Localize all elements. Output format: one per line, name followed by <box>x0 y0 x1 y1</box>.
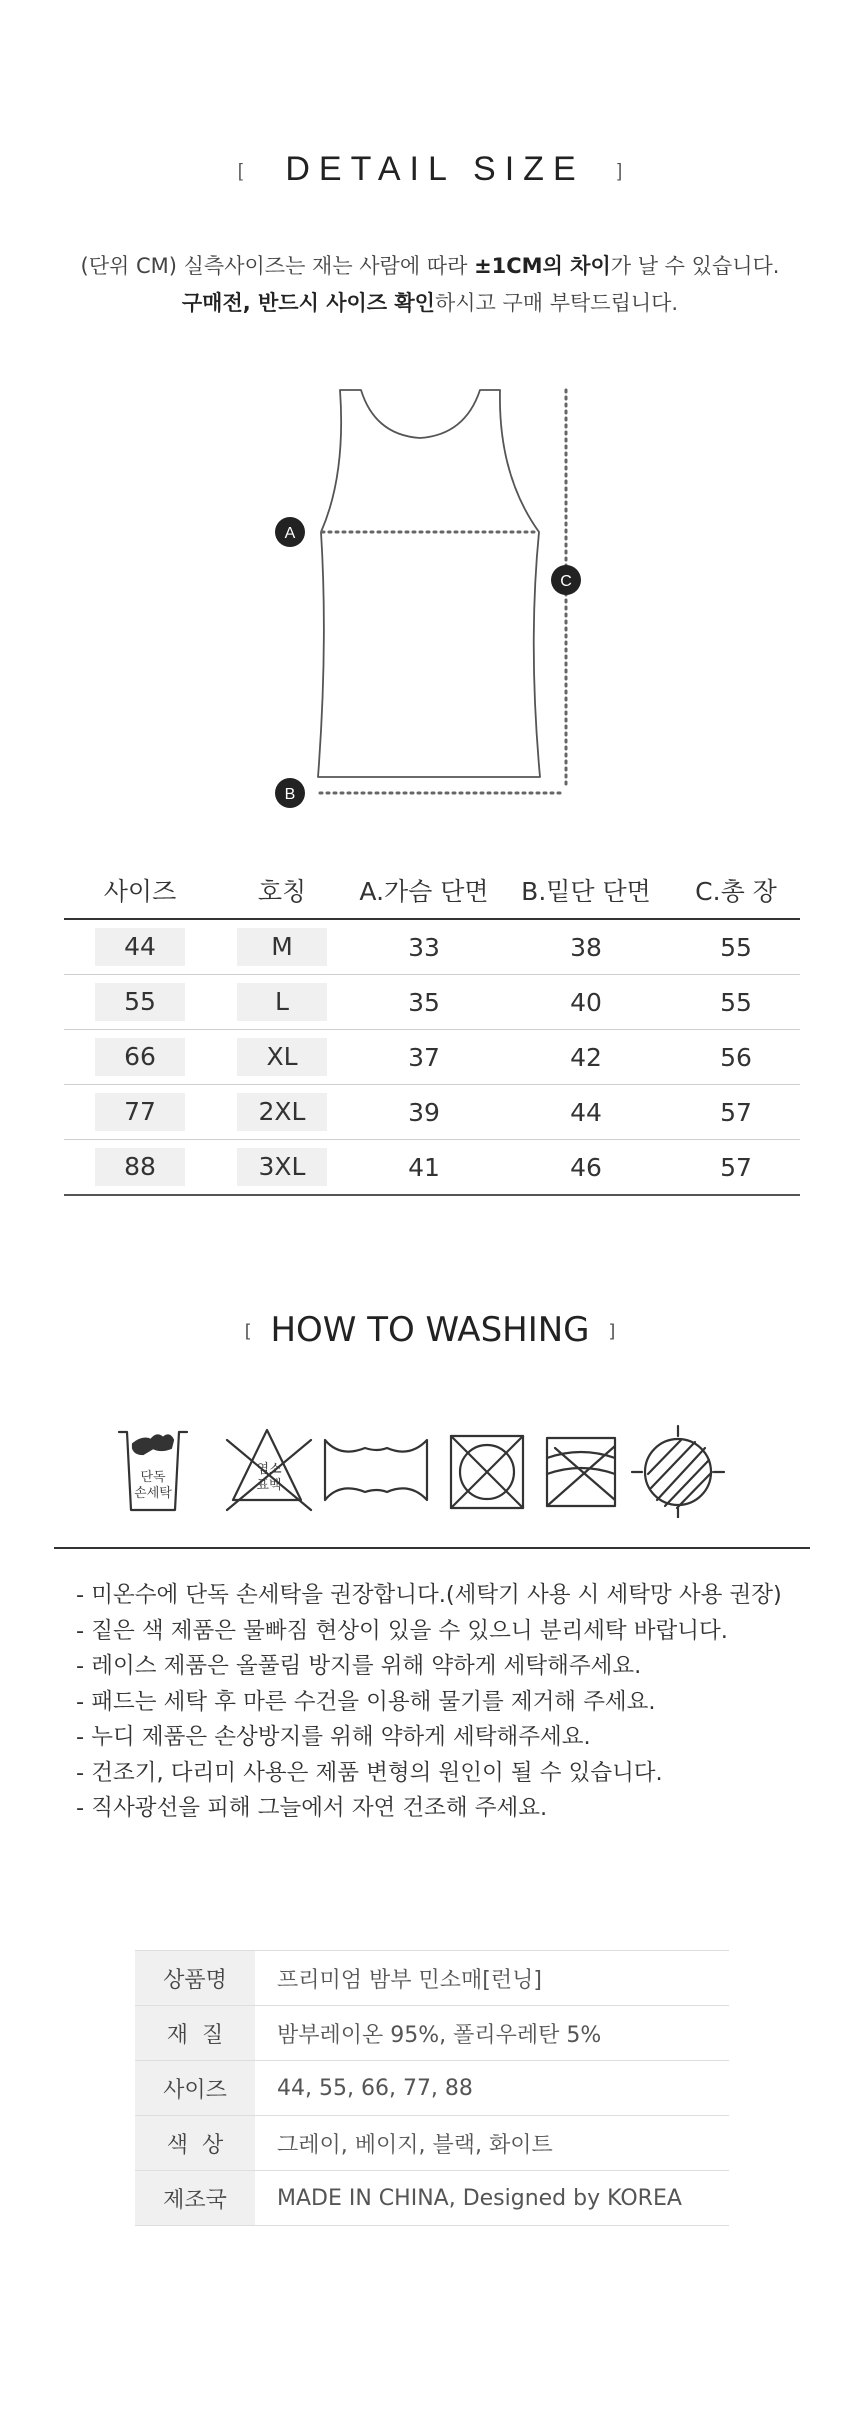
washing-note: - 패드는 세탁 후 마른 수건을 이용해 물기를 제거해 주세요. <box>76 1688 656 1715</box>
label-cell: 2XL <box>237 1093 327 1131</box>
note-text: 가 날 수 있습니다. <box>610 254 780 278</box>
marker-c-label: C <box>560 573 572 590</box>
label-cell: 3XL <box>237 1148 327 1186</box>
length-cell: 57 <box>672 1140 800 1196</box>
info-value: 프리미엄 밤부 민소매[런닝] <box>255 1951 729 2006</box>
table-row <box>64 1085 800 1140</box>
table-row <box>64 919 800 975</box>
bleach-label-1: 염소 <box>256 1462 282 1477</box>
label-cell: L <box>237 983 327 1021</box>
info-row <box>135 2061 729 2116</box>
table-row <box>64 1030 800 1085</box>
washing-note: - 건조기, 다리미 사용은 제품 변형의 원인이 될 수 있습니다. <box>76 1759 663 1786</box>
tank-top-outline <box>318 390 540 777</box>
product-info-table <box>135 1950 729 2226</box>
info-value: 44, 55, 66, 77, 88 <box>255 2061 729 2116</box>
table-row <box>64 975 800 1030</box>
header-size: 사이즈 <box>64 862 216 919</box>
hem-cell: 40 <box>500 975 672 1030</box>
hand-wash-label-1: 단독 <box>140 1470 166 1485</box>
washing-heading: HOW TO WASHING <box>270 1310 590 1350</box>
no-tumble-dry-icon <box>451 1436 523 1508</box>
info-value: 밤부레이온 95%, 폴리우레탄 5% <box>255 2006 729 2061</box>
table-row <box>64 1140 800 1196</box>
info-label: 사이즈 <box>135 2061 255 2116</box>
bracket-close: ] <box>608 1321 616 1342</box>
no-wring-icon <box>325 1440 427 1500</box>
dry-in-shade-icon <box>632 1426 724 1518</box>
bracket-open: [ <box>244 1321 252 1342</box>
size-cell: 55 <box>95 983 185 1021</box>
info-value: 그레이, 베이지, 블랙, 화이트 <box>255 2116 729 2171</box>
marker-a-label: A <box>284 525 296 542</box>
washing-title <box>0 1310 860 1350</box>
washing-note: - 미온수에 단독 손세탁을 권장합니다.(세탁기 사용 시 세탁망 사용 권장) <box>76 1582 782 1608</box>
washing-notes <box>76 1578 782 1827</box>
length-cell: 55 <box>672 975 800 1030</box>
label-cell: M <box>237 928 327 966</box>
chest-cell: 35 <box>348 975 500 1030</box>
hem-cell: 46 <box>500 1140 672 1196</box>
size-table-header <box>64 862 800 919</box>
length-cell: 57 <box>672 1085 800 1140</box>
size-cell: 77 <box>95 1093 185 1131</box>
bracket-close: ] <box>617 160 623 181</box>
washing-note: - 직사광선을 피해 그늘에서 자연 건조해 주세요. <box>76 1795 548 1821</box>
tank-top-diagram <box>260 375 600 815</box>
size-note-line1 <box>0 250 860 280</box>
info-label: 제조국 <box>135 2171 255 2226</box>
info-row <box>135 2006 729 2061</box>
hand-wash-label-2: 손세탁 <box>134 1486 172 1501</box>
info-value: MADE IN CHINA, Designed by KOREA <box>255 2171 729 2226</box>
size-cell: 66 <box>95 1038 185 1076</box>
header-chest: A.가슴 단면 <box>348 862 500 919</box>
chest-cell: 33 <box>348 919 500 975</box>
info-row <box>135 2171 729 2226</box>
no-iron-icon <box>547 1438 615 1506</box>
header-length: C.총 장 <box>672 862 800 919</box>
note-emphasis: 구매전, 반드시 사이즈 확인 <box>181 291 435 315</box>
note-text: 하시고 구매 부탁드립니다. <box>434 291 679 315</box>
header-label: 호칭 <box>216 862 348 919</box>
size-note-line2 <box>0 287 860 317</box>
size-table <box>64 862 800 1196</box>
detail-size-title <box>0 150 860 189</box>
info-label: 상품명 <box>135 1951 255 2006</box>
label-cell: XL <box>237 1038 327 1076</box>
info-label: 색 상 <box>135 2116 255 2171</box>
section-divider <box>54 1547 810 1549</box>
header-hem: B.밑단 단면 <box>500 862 672 919</box>
hem-cell: 44 <box>500 1085 672 1140</box>
care-icons <box>115 1418 755 1518</box>
marker-b-label: B <box>284 786 296 803</box>
bracket-open: [ <box>237 160 243 181</box>
info-row <box>135 1951 729 2006</box>
info-label: 재 질 <box>135 2006 255 2061</box>
hem-cell: 42 <box>500 1030 672 1085</box>
note-emphasis: ±1CM의 차이 <box>474 254 611 278</box>
washing-note: - 레이스 제품은 올풀림 방지를 위해 약하게 세탁해주세요. <box>76 1653 642 1679</box>
chest-cell: 39 <box>348 1085 500 1140</box>
detail-size-heading: DETAIL SIZE <box>285 150 585 188</box>
washing-note: - 누디 제품은 손상방지를 위해 약하게 세탁해주세요. <box>76 1724 591 1750</box>
chest-cell: 41 <box>348 1140 500 1196</box>
washing-note: - 짙은 색 제품은 물빠짐 현상이 있을 수 있으니 분리세탁 바랍니다. <box>76 1617 728 1644</box>
hem-cell: 38 <box>500 919 672 975</box>
bleach-label-2: 표백 <box>256 1478 282 1493</box>
size-cell: 88 <box>95 1148 185 1186</box>
info-row <box>135 2116 729 2171</box>
length-cell: 55 <box>672 919 800 975</box>
note-text: (단위 CM) 실측사이즈는 재는 사람에 따라 <box>80 254 475 278</box>
length-cell: 56 <box>672 1030 800 1085</box>
chest-cell: 37 <box>348 1030 500 1085</box>
size-cell: 44 <box>95 928 185 966</box>
